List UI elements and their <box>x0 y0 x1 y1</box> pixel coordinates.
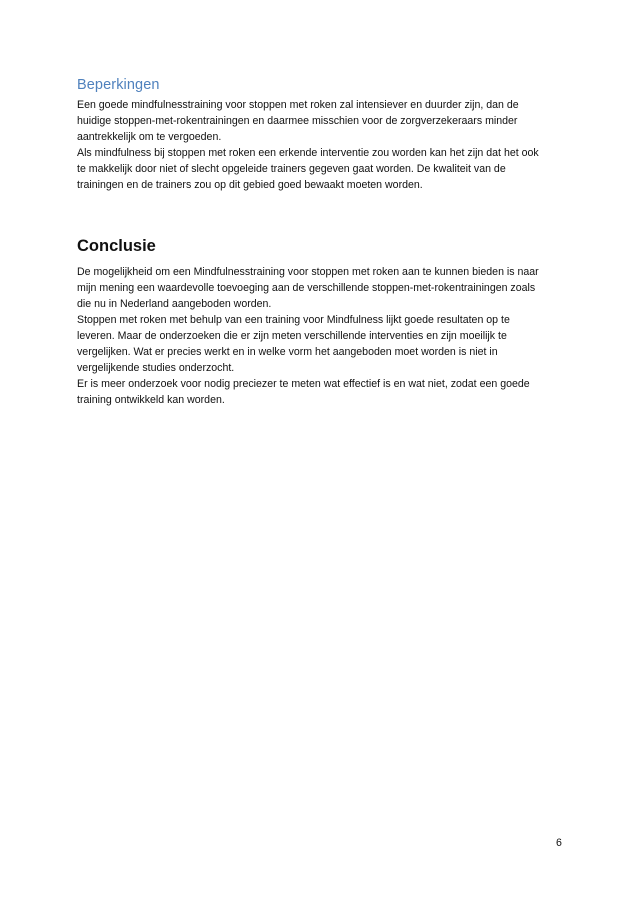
section-spacer <box>77 193 567 236</box>
section-conclusie <box>77 236 567 408</box>
section-heading-beperkingen: Beperkingen <box>77 77 160 93</box>
paragraph-conclusie-2: Stoppen met roken met behulp van een training voor Mindfulness lijkt goede resultaten op te leveren. Maar de onderzoeken die er zijn meten verschillende interventies en zijn moeilijk te vergelijken. Wat er precies werkt en in welke vorm het aangeboden moet worden is niet in vergelijkende studies onderzocht. <box>77 314 510 374</box>
page-content <box>77 77 567 408</box>
page-number: 6 <box>556 837 562 849</box>
section-heading-conclusie: Conclusie <box>77 237 156 255</box>
paragraph-conclusie-1: De mogelijkheid om een Mindfulnesstraining voor stoppen met roken aan te kunnen bieden is naar mijn mening een waardevolle toevoeging aan de verschillende stoppen-met-rokentrainingen zoals die nu in Nederland aangeboden worden. <box>77 266 539 310</box>
paragraph-beperkingen-2: Als mindfulness bij stoppen met roken een erkende interventie zou worden kan het zijn dat het ook te makkelijk door niet of slecht opgeleide trainers gegeven gaat worden. De kwaliteit van de trainingen en de trainers zou op dit gebied goed bewaakt moeten worden. <box>77 147 539 191</box>
paragraph-conclusie-3: Er is meer onderzoek voor nodig preciezer te meten wat effectief is en wat niet, zodat een goede training ontwikkeld kan worden. <box>77 378 530 406</box>
paragraph-beperkingen-1: Een goede mindfulnesstraining voor stoppen met roken zal intensiever en duurder zijn, dan de huidige stoppen-met-rokentrainingen en daarmee misschien voor de zorgverzekeraars minder aantrekkelijk om te vergoeden. <box>77 99 519 143</box>
section-beperkingen <box>77 77 567 193</box>
